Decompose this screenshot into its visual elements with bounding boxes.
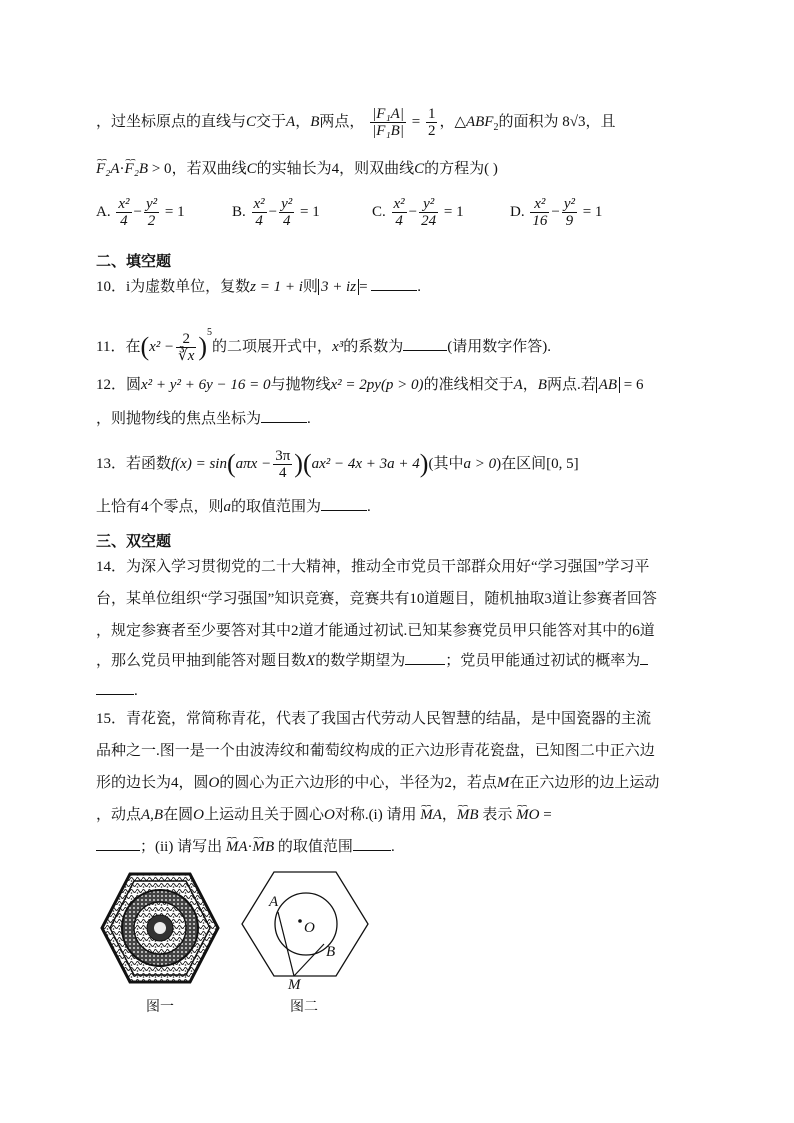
q12-eq: = 6 <box>623 377 644 393</box>
point-B: B <box>537 377 547 393</box>
q12-text: ，则抛物线的焦点坐标为 <box>96 411 262 427</box>
frac-num: x² <box>118 196 130 212</box>
q9-line2 <box>96 158 498 180</box>
vector-MB: ⌢⌢ MB <box>253 836 275 858</box>
curve-C: C <box>246 161 257 177</box>
figure-2-caption: 图二 <box>290 999 318 1015</box>
figure-1-caption: 图一 <box>146 999 174 1015</box>
q11-text: 的二项展开式中， <box>212 339 333 355</box>
vector-F2B: ⌢⌢ F₂B <box>125 158 149 180</box>
q9-text: 的实轴长为4，则双曲线 <box>256 161 415 177</box>
q15-text: 形的边长为4，圆 <box>96 775 209 791</box>
label-O: O <box>304 920 315 936</box>
option-B: B. $\frac{\text{x²}}{4}$ − $\frac{\text{y²}}{4}$ = 1 <box>232 196 320 229</box>
q9-options <box>96 196 716 236</box>
q11-text: 的系数为 <box>343 339 404 355</box>
q9-text: ，过坐标原点的直线与 <box>96 113 247 130</box>
q13-interval: [0, 5] <box>546 455 579 472</box>
q10-text: = <box>359 279 372 295</box>
segment-MB <box>294 944 324 976</box>
q15-text: 的取值范围 <box>277 839 353 855</box>
q13-line2 <box>96 496 371 518</box>
frac-den: 2 <box>147 213 156 229</box>
q14-text: 的数学期望为 <box>315 653 406 669</box>
q11-text: 11．在 <box>96 339 141 355</box>
section-heading-fill-blank: 二、填空题 <box>96 252 172 270</box>
q12-line2 <box>96 408 311 430</box>
q15-text: 在圆 <box>163 807 194 823</box>
option-label: C. <box>372 203 386 220</box>
q13-text: 上恰有4个零点，则 <box>96 499 224 515</box>
q15-line1: 15．青花瓷，常简称青花，代表了我国古代劳动人民智慧的结晶，是中国瓷器的主流 <box>96 711 652 727</box>
opt-frac <box>144 196 159 229</box>
q13-end: . <box>367 499 371 515</box>
segment-MA <box>278 912 294 976</box>
curve-C: C <box>246 113 257 130</box>
label-B: B <box>326 944 336 960</box>
q13-cond: a > 0 <box>463 455 497 472</box>
vector-F2A: ⌢⌢ F₂A <box>96 158 120 180</box>
q13-text: )在区间 <box>496 455 547 472</box>
q14-line3: ，规定参赛者至少要答对其中2道才能通过初试.已知某参赛党员甲只能答对其中的6道 <box>96 623 655 639</box>
q15-line3 <box>96 772 659 794</box>
q14-line4 <box>96 650 648 672</box>
q9-text: 的面积为 <box>498 113 559 130</box>
q9-line1 <box>96 106 616 139</box>
frac-den: 16 <box>532 213 548 229</box>
q10-end: . <box>417 279 422 295</box>
point-M: M <box>496 775 510 791</box>
q12-comma: ， <box>522 377 538 393</box>
figure-2-diagram <box>238 866 374 994</box>
q12-text: 与抛物线 <box>270 377 331 393</box>
point-B: B <box>310 113 320 130</box>
q15-text: ；(ii) 请写出 <box>140 839 223 855</box>
q15-text: 的圆心为正六边形的中心，半径为2，若点 <box>219 775 497 791</box>
area-value: 8√3 <box>562 113 586 130</box>
q12-text: 12．圆 <box>96 377 142 393</box>
q13-text: 13．若函数 <box>96 455 172 472</box>
figure-1-plate <box>100 870 220 990</box>
half-den: 2 <box>427 123 436 139</box>
frac-den: 4 <box>255 213 263 229</box>
q13-text: 的取值范围为 <box>231 499 322 515</box>
q12-text: 两点.若 <box>546 377 596 393</box>
frac-den: 4 <box>395 213 403 229</box>
point-O: O <box>208 775 220 791</box>
option-rhs: = 1 <box>300 203 320 220</box>
q11-expr: x² − <box>149 339 175 355</box>
half-num: 1 <box>427 106 436 122</box>
q9-text: ，且 <box>585 113 616 130</box>
q10 <box>96 276 421 298</box>
parabola-cond: (p > 0) <box>380 377 424 393</box>
center-dot <box>298 919 302 923</box>
q14-line5 <box>96 680 138 702</box>
q11-power: 5 <box>207 327 213 338</box>
frac-den: 24 <box>421 213 437 229</box>
curve-C: C <box>414 161 425 177</box>
point-A: A <box>513 377 523 393</box>
answer-blank[interactable] <box>96 850 140 851</box>
half-fraction <box>426 106 438 139</box>
answer-blank[interactable] <box>405 664 445 665</box>
abs-AB: AB <box>596 377 620 393</box>
q14-text: ，那么党员甲抽到能答对题目数 <box>96 653 307 669</box>
q12-text: 的准线相交于 <box>423 377 514 393</box>
option-D: D. $\frac{\text{x²}}{16}$ − $\frac{\text{y²}}{9}$ = 1 <box>510 196 603 229</box>
vector-MB: ⌢⌢ MB <box>457 804 479 826</box>
frac-num: x² <box>253 196 265 212</box>
frac-den: 9 <box>565 213 574 229</box>
q9-text: ，△ <box>439 113 466 130</box>
vector-MA: ⌢⌢ MA <box>226 836 248 858</box>
frac-den: 4 <box>282 213 291 229</box>
opt-frac <box>419 196 438 229</box>
vector-MO: ⌢⌢ MO <box>516 804 539 826</box>
triangle-name: ABF <box>465 113 494 130</box>
q9-comma: ， <box>295 113 311 130</box>
answer-blank[interactable] <box>261 422 307 423</box>
option-rhs: = 1 <box>582 203 603 220</box>
answer-blank-cont[interactable] <box>96 694 134 695</box>
point-O: O <box>193 807 204 823</box>
frac-num: x² <box>393 196 405 212</box>
paren-close: ) <box>294 448 303 478</box>
q15-text: ，动点 <box>96 807 142 823</box>
option-A: A. $\frac{\text{x²}}{4}$ − $\frac{\text{y²}}{2}$ = 1 <box>96 196 185 229</box>
q12-line1 <box>96 374 644 396</box>
q13-frac <box>273 448 292 481</box>
opt-frac <box>279 196 294 229</box>
q11-frac <box>176 331 196 364</box>
q14-line2: 台，某单位组织“学习强国”知识竞赛，竞赛共有10道题目，随机抽取3道让参赛者回答 <box>96 591 657 607</box>
q12-end: . <box>307 411 311 427</box>
ratio-den: |F₁B| <box>372 123 404 139</box>
porcelain-plate-image <box>100 870 220 990</box>
frac-num: y² <box>419 196 438 213</box>
dot-op: · <box>247 839 253 855</box>
circle-eq: x² + y² + 6y − 16 = 0 <box>141 377 271 393</box>
point-O: O <box>323 807 335 823</box>
label-A: A <box>269 894 279 910</box>
q15-text: 在正六边形的边上运动 <box>509 775 660 791</box>
var-X: X <box>306 653 316 669</box>
equals: = <box>411 113 421 130</box>
opt-frac <box>116 196 131 229</box>
q13-fx: f(x) = sin <box>171 455 227 472</box>
q15-line2: 品种之一.图一是一个由波涛纹和葡萄纹构成的正六边形青花瓷盘，已知图二中正六边 <box>96 743 655 759</box>
answer-blank[interactable] <box>403 350 447 351</box>
param-a: a <box>223 499 232 515</box>
opt-frac <box>392 196 407 229</box>
frac-num: 2 <box>176 331 196 348</box>
opt-frac <box>252 196 267 229</box>
q13-inner: aπx − <box>235 455 272 472</box>
ratio-num: |F₁A| <box>372 106 404 122</box>
q14-line1: 14．为深入学习贯彻党的二十大精神，推动全市党员干部群众用好“学习强国”学习平 <box>96 559 650 575</box>
paren-open: ( <box>140 332 150 361</box>
answer-blank[interactable] <box>640 664 648 665</box>
q11-end: (请用数字作答). <box>447 339 551 355</box>
q13-line1 <box>96 448 579 481</box>
q15-line4 <box>96 804 552 826</box>
vector-MA: ⌢⌢ MA <box>420 804 442 826</box>
q15-text: 上运动且关于圆心 <box>203 807 324 823</box>
frac-num: y² <box>563 196 575 212</box>
q15-text: 表示 <box>482 807 513 823</box>
paren-close: ) <box>198 332 208 361</box>
q15-text: = <box>539 807 552 823</box>
q9-text: 交于 <box>256 113 287 130</box>
section-heading-double-blank: 三、双空题 <box>96 532 172 550</box>
frac-den: 4 <box>278 465 287 481</box>
q9-text: 的方程为( ) <box>424 161 498 177</box>
answer-blank[interactable] <box>371 290 417 291</box>
q14-text: ；党员甲能通过初试的概率为 <box>445 653 641 669</box>
q9-text: 两点， <box>319 113 365 130</box>
q13-text: (其中 <box>428 455 464 472</box>
opt-frac <box>530 196 549 229</box>
ineq: > 0 <box>151 161 172 177</box>
q10-text: 则 <box>302 279 318 295</box>
answer-blank[interactable] <box>353 850 391 851</box>
frac-num: y² <box>145 196 158 212</box>
q15-line5 <box>96 836 395 858</box>
point-A: A <box>286 113 296 130</box>
points-AB: A,B <box>141 807 164 823</box>
q11 <box>96 322 551 364</box>
q15-end: . <box>390 839 395 855</box>
frac-den: 4 <box>120 213 128 229</box>
frac-num: 3π <box>275 448 291 464</box>
option-rhs: = 1 <box>443 203 464 220</box>
q11-x3: x³ <box>332 339 344 355</box>
q14-end: . <box>134 683 138 699</box>
q15-text: 对称.(i) 请用 <box>334 807 417 823</box>
q10-text: 10．i为虚数单位，复数 <box>96 279 251 295</box>
parabola-eq: x² = 2py <box>330 377 381 393</box>
option-label: D. <box>510 203 525 220</box>
label-M: M <box>288 977 301 993</box>
option-rhs: = 1 <box>164 203 185 220</box>
paren-close: ) <box>419 448 429 478</box>
q13-poly: ax² − 4x + 3a + 4 <box>311 455 420 472</box>
paren-open: ( <box>302 448 312 478</box>
q15-comma: ， <box>441 807 457 823</box>
frac-num: x² <box>530 196 549 213</box>
option-label: B. <box>232 203 246 220</box>
q9-text: ，若双曲线 <box>171 161 247 177</box>
option-C: C. $\frac{\text{x²}}{4}$ − $\frac{\text{y²}}{24}$ = 1 <box>372 196 464 229</box>
dot-op: · <box>119 161 125 177</box>
frac-den: ∛x <box>178 348 195 365</box>
triangle-sub: 2 <box>493 121 499 133</box>
paren-open: ( <box>226 448 236 478</box>
q10-abs: 3 + iz <box>318 279 359 295</box>
option-label: A. <box>96 203 111 220</box>
q10-expr: z = 1 + i <box>250 279 303 295</box>
opt-frac <box>562 196 577 229</box>
ratio-fraction <box>370 106 406 139</box>
answer-blank[interactable] <box>321 510 367 511</box>
frac-num: y² <box>281 196 293 212</box>
